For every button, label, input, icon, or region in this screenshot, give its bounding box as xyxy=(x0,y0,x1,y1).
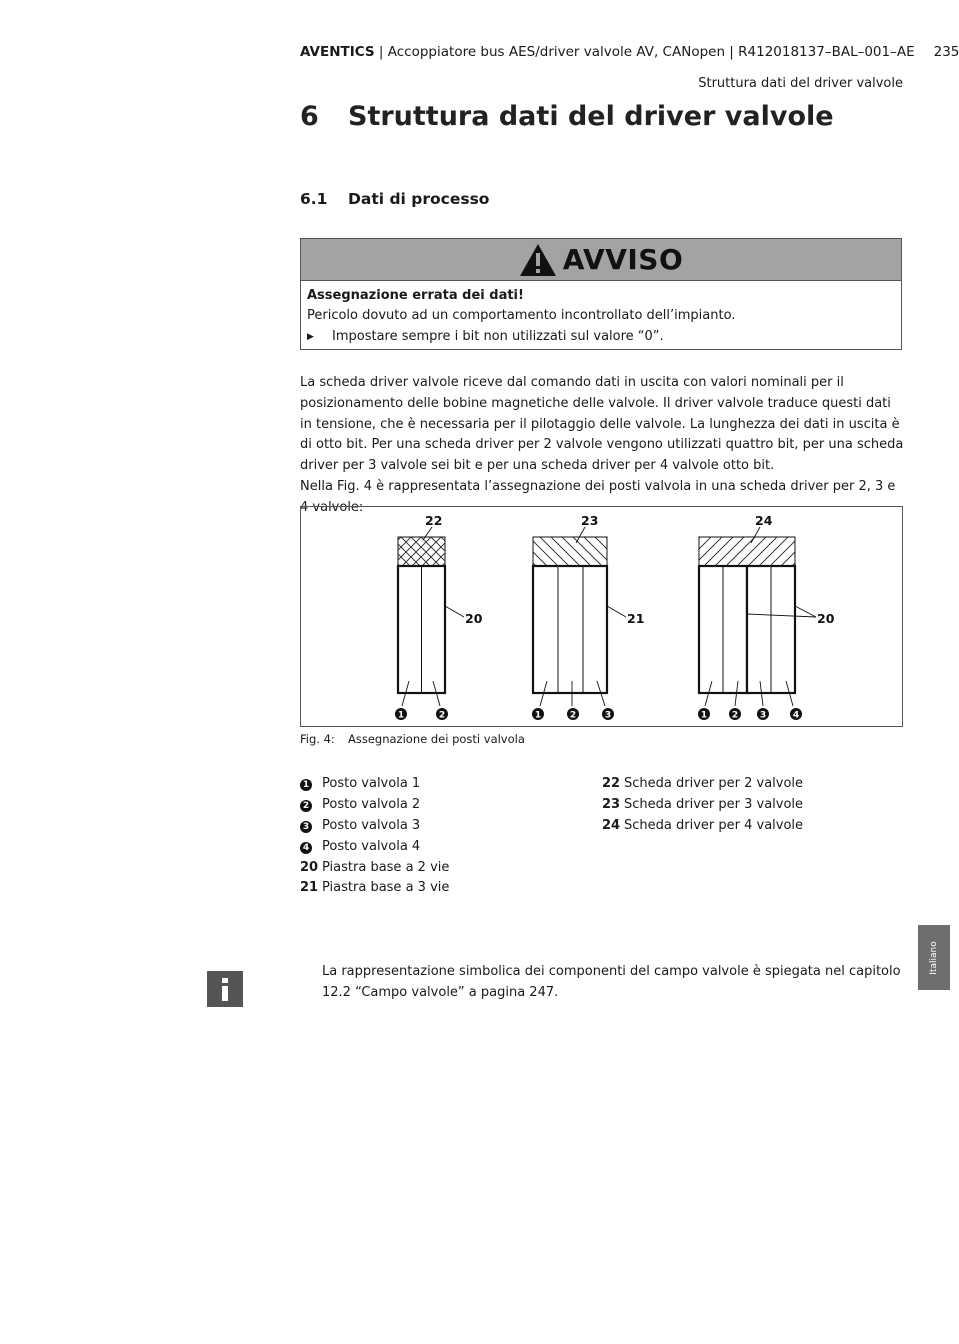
legend-item: 23 Scheda driver per 3 valvole xyxy=(602,797,804,812)
valve-slot-diagram xyxy=(301,507,902,726)
legend-item: 1 Posto valvola 1 xyxy=(300,776,420,791)
info-icon xyxy=(207,971,243,1007)
chapter-number: 6 xyxy=(300,101,319,132)
slot-marker-2-icon: 2 xyxy=(300,800,312,812)
slot-marker-1 xyxy=(395,708,407,721)
label-22: 22 xyxy=(425,513,443,528)
legend-item: 3 Posto valvola 3 xyxy=(300,818,420,833)
legend-item: 2 Posto valvola 2 xyxy=(300,797,420,812)
action-bullet-icon: ▶ xyxy=(307,332,314,342)
warning-heading: Assegnazione errata dei dati! xyxy=(307,288,524,303)
warning-action: Impostare sempre i bit non utilizzati sul valore “0”. xyxy=(332,329,664,344)
legend-item: 4 Posto valvola 4 xyxy=(300,839,420,854)
legend-item: 21 Piastra base a 3 vie xyxy=(300,880,450,895)
body-text xyxy=(300,373,905,519)
svg-text:2: 2 xyxy=(731,710,739,721)
section-title: Dati di processo xyxy=(348,190,490,208)
label-21: 21 xyxy=(627,611,645,626)
driver-board-2-valves xyxy=(398,527,464,706)
figure-intro: Nella Fig. 4 è rappresentata l’assegnazione dei posti valvola in una scheda driver per 2, 3 e 4 valvole: xyxy=(300,478,896,515)
warning-header xyxy=(301,239,901,281)
svg-text:4: 4 xyxy=(792,710,800,721)
slot-marker-3 xyxy=(757,708,769,721)
slot-marker-2 xyxy=(729,708,741,721)
running-header xyxy=(300,44,959,60)
svg-text:3: 3 xyxy=(604,710,612,721)
caption-text: Assegnazione dei posti valvola xyxy=(348,732,525,746)
warning-action-item xyxy=(307,329,664,344)
slot-marker-1-icon: 1 xyxy=(300,779,312,791)
chapter-title: Struttura dati del driver valvole xyxy=(348,101,834,132)
label-24: 24 xyxy=(755,513,773,528)
driver-board-4-valves xyxy=(699,527,816,706)
svg-text:1: 1 xyxy=(397,710,405,721)
label-20-left: 20 xyxy=(465,611,483,626)
caption-label: Fig. 4: xyxy=(300,732,335,746)
page-number: 235 xyxy=(933,44,959,60)
slot-marker-4 xyxy=(790,708,802,721)
brand-name: AVENTICS xyxy=(300,44,375,60)
slot-marker-1 xyxy=(532,708,544,721)
running-section-title: Struttura dati del driver valvole xyxy=(698,76,903,91)
warning-box xyxy=(300,238,902,350)
label-23: 23 xyxy=(581,513,599,528)
warning-consequence: Pericolo dovuto ad un comportamento incontrollato dell’impianto. xyxy=(307,308,736,323)
figure-caption xyxy=(300,732,525,746)
slot-marker-3 xyxy=(602,708,614,721)
svg-text:3: 3 xyxy=(759,710,767,721)
driver-board-3-valves xyxy=(533,527,626,706)
warning-signal-word: AVVISO xyxy=(562,243,684,276)
document-title: | Accoppiatore bus AES/driver valvole AV, CANopen | R412018137–BAL–001–AE xyxy=(374,44,915,60)
legend-item: 22 Scheda driver per 2 valvole xyxy=(602,776,804,791)
slot-marker-2 xyxy=(567,708,579,721)
svg-text:1: 1 xyxy=(700,710,708,721)
slot-marker-1 xyxy=(698,708,710,721)
language-tab xyxy=(918,925,950,990)
warning-triangle-icon xyxy=(519,243,557,277)
slot-marker-2 xyxy=(436,708,448,721)
legend-item: 24 Scheda driver per 4 valvole xyxy=(602,818,804,833)
slot-marker-3-icon: 3 xyxy=(300,821,312,833)
label-20-right: 20 xyxy=(817,611,835,626)
slot-marker-4-icon: 4 xyxy=(300,842,312,854)
body-paragraph: La scheda driver valvole riceve dal comando dati in uscita con valori nominali per il posizionamento delle bobine magnetiche delle valvole. Il driver valvole traduce questi dati in tensione, che è necessaria per il pilotaggio delle valvole. La lunghezza dei dati in uscita è di otto bit. Per una scheda driver per 2 valvole vengono utilizzati quattro bit, per una scheda driver per 3 valvole sei bit e per una scheda driver per 4 valvole otto bit. xyxy=(300,375,904,474)
legend-item: 20 Piastra base a 2 vie xyxy=(300,860,450,875)
figure-4 xyxy=(300,506,903,727)
info-note: La rappresentazione simbolica dei componenti del campo valvole è spiegata nel capitolo 12.2 “Campo valvole” a pagina 247. xyxy=(322,964,901,1000)
svg-text:1: 1 xyxy=(534,710,542,721)
svg-text:2: 2 xyxy=(569,710,577,721)
language-tab-label: Italiano xyxy=(929,940,939,975)
section-number: 6.1 xyxy=(300,190,328,208)
svg-text:2: 2 xyxy=(438,710,446,721)
